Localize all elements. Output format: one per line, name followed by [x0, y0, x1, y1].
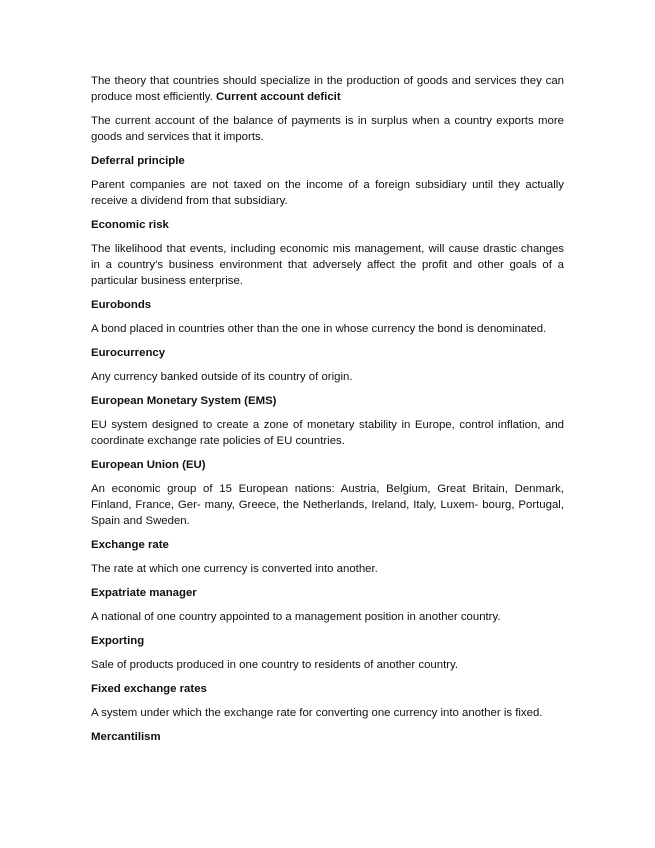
definition-european-monetary-system: EU system designed to create a zone of monetary stability in Europe, control inflation, and coordinate exchange rate policies of EU countries.: [91, 419, 564, 447]
term-economic-risk: Economic risk: [91, 219, 169, 231]
term-exchange-rate: Exchange rate: [91, 539, 169, 551]
term-exporting: Exporting: [91, 635, 145, 647]
definition-fixed-exchange-rates: A system under which the exchange rate for converting one currency into another is fixed.: [91, 707, 543, 719]
term-fixed-exchange-rates: Fixed exchange rates: [91, 683, 207, 695]
definition-expatriate-manager: A national of one country appointed to a management position in another country.: [91, 611, 501, 623]
document-page: [91, 73, 564, 753]
term-current-account-deficit: Current account deficit: [215, 91, 341, 103]
term-european-union: European Union (EU): [91, 459, 206, 471]
term-deferral-principle: Deferral principle: [91, 155, 185, 167]
definition-current-account-deficit: The current account of the balance of payments is in surplus when a country exports more goods and services that it imports.: [91, 115, 564, 143]
term-expatriate-manager: Expatriate manager: [91, 587, 197, 599]
definition-exchange-rate: The rate at which one currency is converted into another.: [91, 563, 378, 575]
term-eurocurrency: Eurocurrency: [91, 347, 166, 359]
intro-paragraph: [91, 73, 564, 105]
definition-eurobonds: A bond placed in countries other than the one in whose currency the bond is denominated.: [91, 323, 547, 335]
definition-deferral-principle: Parent companies are not taxed on the income of a foreign subsidiary until they actually receive a dividend from that subsidiary.: [91, 179, 564, 207]
term-eurobonds: Eurobonds: [91, 299, 152, 311]
definition-exporting: Sale of products produced in one country to residents of another country.: [91, 659, 459, 671]
intro-text: The theory that countries should specialize in the production of goods and services they can produce most efficiently.: [91, 75, 564, 103]
definition-economic-risk: The likelihood that events, including economic mis management, will cause drastic changes in a country’s business environment that adversely affect the profit and other goals of a particular business enterprise.: [91, 243, 564, 287]
definition-european-union: An economic group of 15 European nations: Austria, Belgium, Great Britain, Denmark, Finland, France, Ger- many, Greece, the Netherlands, Ireland, Italy, Luxem- bourg, Portugal, Spain and Sweden.: [91, 483, 564, 527]
term-mercantilism: Mercantilism: [91, 731, 161, 743]
term-european-monetary-system: European Monetary System (EMS): [91, 395, 277, 407]
definition-eurocurrency: Any currency banked outside of its country of origin.: [91, 371, 353, 383]
